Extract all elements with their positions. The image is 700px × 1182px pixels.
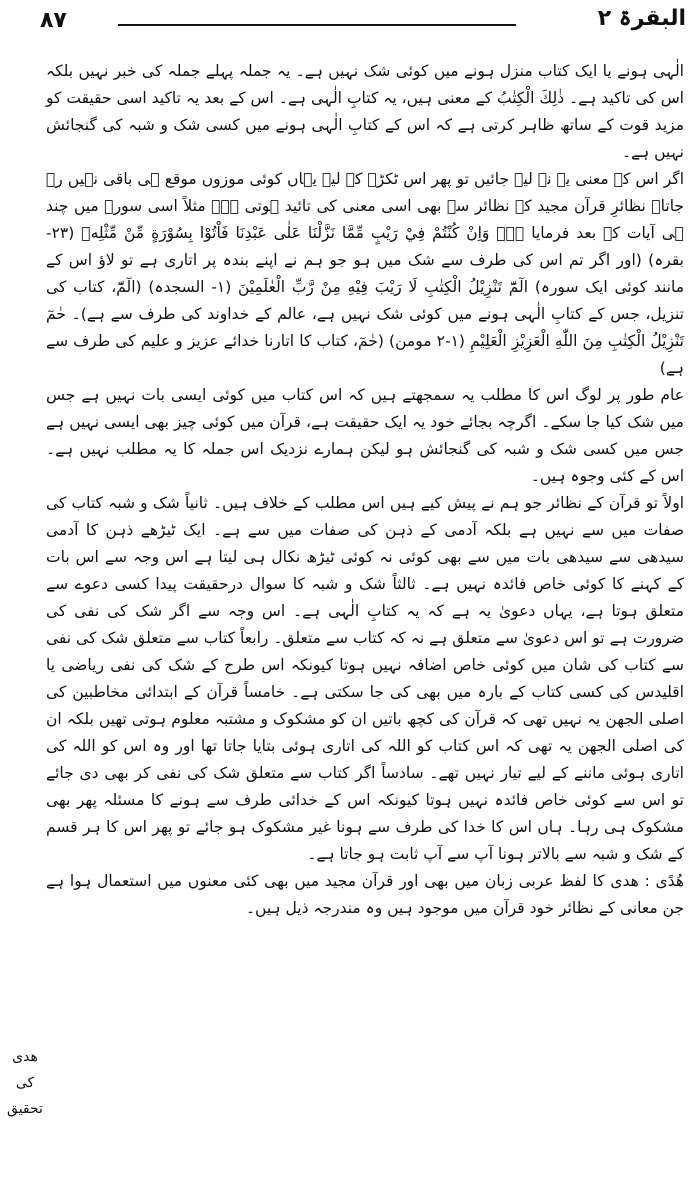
page-number: ۸۷ (40, 8, 67, 33)
paragraph: عام طور پر لوگ اس کا مطلب یہ سمجھتے ہیں کہ اس کتاب میں کوئی ایسی بات نہیں ہے جس میں شک کیا جا سکے۔ اگرچہ بجائے خود یہ ایک حقیقت ہے، قرآن میں کوئی چیز بھی ایسی نہیں ہے جس میں کسی شک و شبہ کی گنجائش ہو لیکن ہمارے نزدیک اس جملہ کا یہ مطلب نہیں ہے۔ اس کے کئی وجوہ ہیں۔ (46, 386, 684, 485)
page-header (40, 6, 686, 40)
paragraph: اولاً تو قرآن کے نظائر جو ہم نے پیش کیے ہیں اس مطلب کے خلاف ہیں۔ ثانیاً شک و شبہ کتاب کی صفات میں سے نہیں ہے بلکہ آدمی کے ذہن کی صفات میں سے ہے۔ ایک ٹیڑھے ذہن کا آدمی سیدھی سے سیدھی بات میں سے بھی کوئی نہ کوئی ٹیڑھ نکال ہی لیتا ہے اس وجہ سے اس بات کے کہنے کا کوئی خاص فائدہ نہیں ہے۔ ثالثاً شک و شبہ کا سوال درحقیقت پیدا کسی دعوے سے متعلق ہوتا ہے، یہاں دعویٰ یہ ہے کہ یہ کتابِ الٰہی ہے۔ اس وجہ سے اگر شک کی نفی کی ضرورت ہے تو اس دعویٰ سے متعلق ہے نہ کہ کتاب سے متعلق۔ رابعاً کتاب سے متعلق شک کی نفی سے کتاب کی شان میں کوئی خاص اضافہ نہیں ہوتا کیونکہ اس طرح کے شک کی نفی ریاضی یا اقلیدس کی کسی کتاب کے بارہ میں بھی کی جا سکتی ہے۔ خامساً قرآن کے ابتدائی مخاطبین کی اصلی الجھن یہ نہیں تھی کہ قرآن کی کچھ باتیں ان کو مشکوک و مشتبہ معلوم ہوتی تھیں بلکہ ان کی اصلی الجھن یہ تھی کہ اس کتاب کو اللہ کی اتاری ہوئی بتایا جاتا تھا اور وہ اس کو اللہ کی اتاری ہوئی ماننے کے لیے تیار نہیں تھے۔ سادساً اگر کتاب سے متعلق شک کی نفی کر بھی دی جائے تو اس سے کوئی خاص فائدہ نہیں ہوتا کیونکہ اس کے خدائی طرف سے ہونے کا مسئلہ پھر بھی مشکوک ہی رہا۔ ہاں اس کا خدا کی طرف سے ہونا غیر مشکوک ہو جائے تو پھر اس کا ہر قسم کے شک و شبہ سے بالاتر ہونا آپ سے آپ ثابت ہو جاتا ہے۔ (46, 494, 684, 863)
paragraph: الٰہی ہونے یا ایک کتاب منزل ہونے میں کوئی شک نہیں ہے۔ یہ جملہ پہلے جملہ کی خبر نہیں بلکہ اس کی تاکید ہے۔ ذٰلِكَ الْكِتٰبُ کے معنی ہیں، یہ کتابِ الٰہی ہے۔ اس کے بعد یہ تاکید اسی حقیقت کو مزید قوت کے ساتھ ظاہر کرتی ہے کہ اس کے کتابِ الٰہی ہونے میں کسی شک و شبہ کی گنجائش نہیں ہے۔ (46, 62, 684, 161)
body-text (46, 58, 684, 922)
paragraph: ھُدًی : ھدی کا لفظ عربی زبان میں بھی اور قرآن مجید میں بھی کئی معنوں میں استعمال ہوا ہے جن معانی کے نظائر خود قرآن میں موجود ہیں وہ مندرجہ ذیل ہیں۔ (46, 872, 684, 917)
paragraph: اگر اس کے معنی یہ نہ لیے جائیں تو پھر اس ٹکڑے کے لیے یہاں کوئی موزوں موقع ہی باقی نہیں رہ جاتا۔ نظائرِ قرآن مجید کے نظائر سے بھی اسی معنی کی تائید ہوتی ہے۔ مثلاً اسی سورہ میں چند ہی آیات کے بعد فرمایا ہے۔ وَاِنْ كُنْتُمْ فِيْ رَيْبٍ مِّمَّا نَزَّلْنَا عَلٰى عَبْدِنَا فَاْتُوْا بِسُوْرَةٍ مِّنْ مِّثْلِهٖ (۲۳- بقرہ) (اور اگر تم اس کی طرف سے شک میں ہو جو ہم نے اپنے بندہ پر اتاری ہے تو لاؤ اس کے مانند کوئی ایک سورہ) الٓمّٓ تَنْزِيْلُ الْكِتٰبِ لَا رَيْبَ فِيْهِ مِنْ رَّبِّ الْعٰلَمِيْنَ (۱- السجدہ) (الٓمّٓ، کتاب کی تنزیل، جس کے کتابِ الٰہی ہونے میں کوئی شک نہیں ہے، عالم کے خداوند کی طرف سے ہے)۔ حٰمٓ تَنْزِيْلُ الْكِتٰبِ مِنَ اللّٰهِ الْعَزِيْزِ الْعَلِيْمِ (۱-۲ مومن) (حٰمٓ، کتاب کا اتارنا خدائے عزیز و علیم کی طرف سے ہے) (46, 170, 685, 377)
running-head: البقرۃ ۲ (597, 6, 686, 31)
header-rule (118, 24, 516, 26)
margin-note: ھدی کی تحقیق (7, 1049, 43, 1117)
